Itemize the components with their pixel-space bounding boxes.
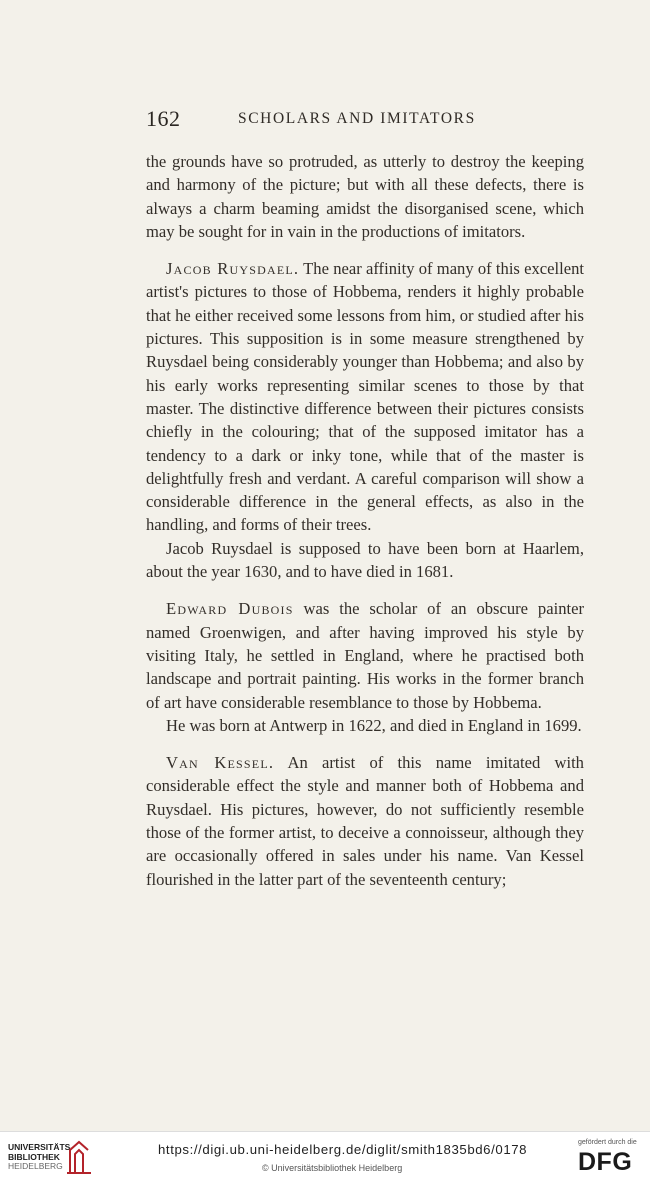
library-name-line: UNIVERSITÄTS- [8,1142,74,1152]
body-text [146,150,584,891]
permalink-link[interactable]: https://digi.ub.uni-heidelberg.de/diglit/smith1835bd6/0178 [158,1142,528,1157]
library-name [8,1143,73,1172]
paragraph-jacob-ruysdael [146,257,584,537]
footer-bar [0,1131,650,1179]
running-head [146,106,506,136]
running-title: SCHOLARS AND IMITATORS [238,110,476,127]
entry-name: Jacob Ruysdael. [166,259,300,279]
entry-text: The near affinity of many of this excellent artist's pictures to those of Hobbema, renders it highly probable that he either received some lessons from him, or studied after his pictures. This supposition is in some measure strengthened by Ruysdael being considerably younger than Hobbema; and also by his early works representing similar scenes to those by that master. The distinctive difference between their pictures consists chiefly in the colouring; that of the supposed imitator has a tendency to a dark or inky tone, while that of the master is delightfully fresh and verdant. A careful comparison will show a considerable difference in the general effects, as also in the handling, and forms of their trees. [146,259,584,535]
entry-name: Van Kessel. [166,753,275,773]
library-name-line: HEIDELBERG [8,1161,63,1171]
copyright-text: © Universitätsbibliothek Heidelberg [262,1163,403,1173]
library-name-line: BIBLIOTHEK [8,1151,60,1162]
paragraph-dubois-dates: He was born at Antwerp in 1622, and died in England in 1699. [166,715,582,735]
entry-text: was the scholar of an obscure painter named Groenwigen, and after having improved his style by visiting Italy, he settled in England, where he practised both landscape and portrait painting. His works in the former branch of art have considerable resemblance to those by Hobbema. [146,599,585,712]
entry-text: An artist of this name imitated with considerable effect the style and manner both of Hobbema and Ruysdael. His pictures, however, do not sufficiently resemble those of the former artist, to deceive a connoisseur, although they are occasionally offered in sales under his name. Van Kessel flourished in the latter part of the seventeenth century; [146,753,584,889]
page-number: 162 [146,106,181,131]
dfg-logo: DFG [578,1148,633,1176]
paragraph-continuation: the grounds have so protruded, as utterly to destroy the keeping and harmony of the picture; but with all these defects, there is always a charm beaming amidst the disorganised scene, which may be sought for in vain in the productions of imitators. [146,152,584,241]
paragraph-ruysdael-dates: Jacob Ruysdael is supposed to have been born at Haarlem, about the year 1630, and to have died in 1681. [146,538,584,582]
paragraph-edward-dubois [146,597,584,713]
entry-name: Edward Dubois [166,599,294,619]
funding-note: gefördert durch die [578,1139,637,1146]
paragraph-van-kessel [146,751,584,891]
library-logo-icon [66,1140,92,1174]
